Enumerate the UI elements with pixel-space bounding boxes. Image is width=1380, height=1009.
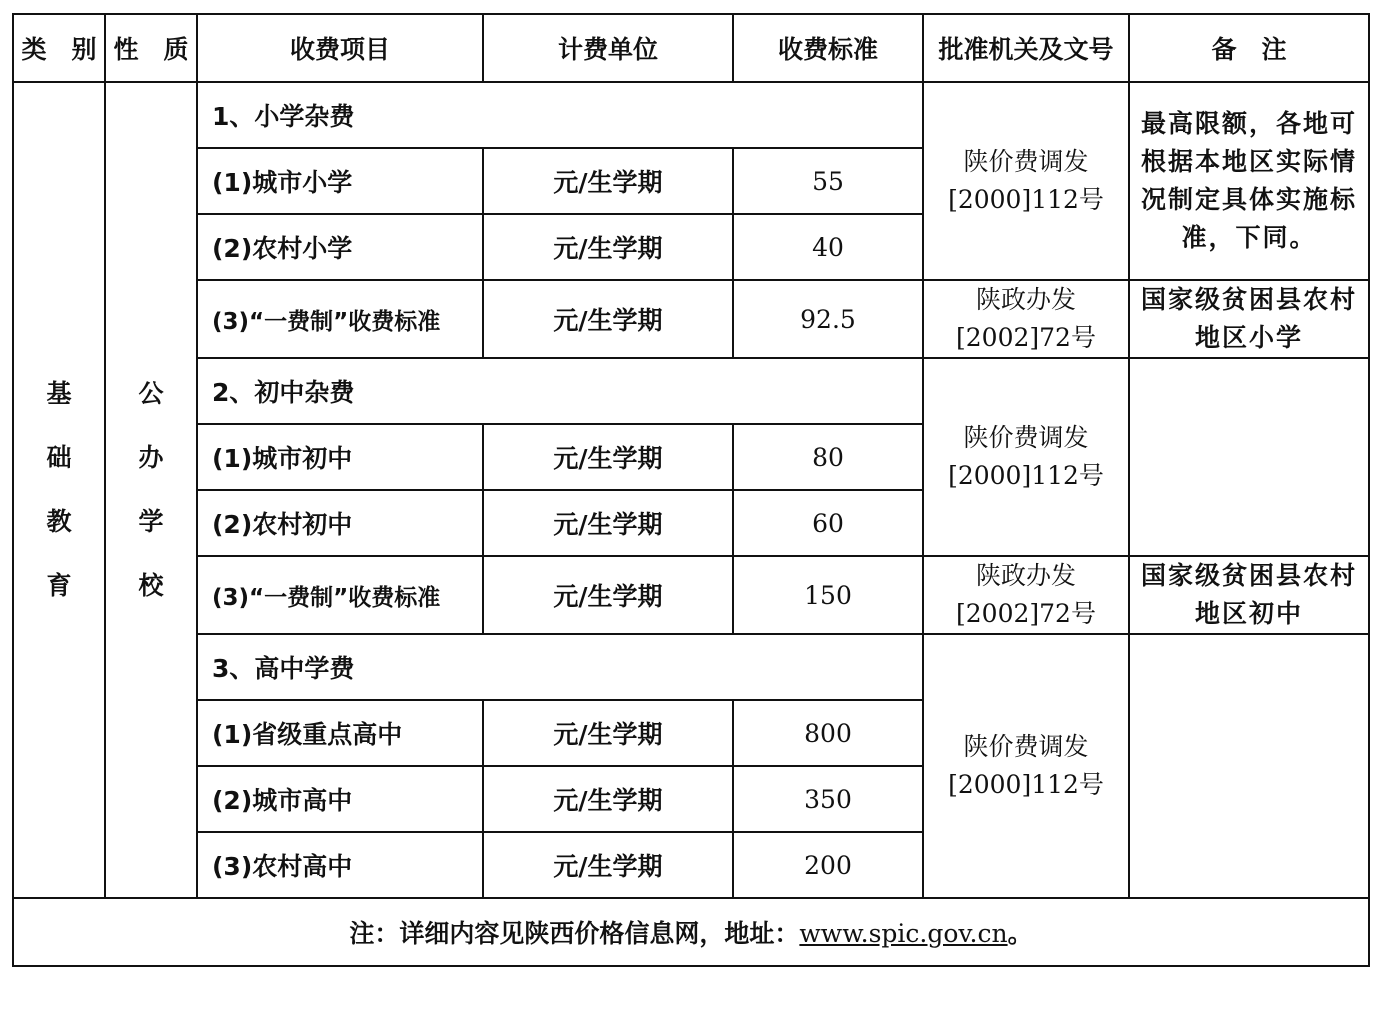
group-title: 2、初中杂费 xyxy=(197,358,923,424)
fee-unit: 元/生学期 xyxy=(483,148,733,214)
fee-item: (1)省级重点高中 xyxy=(197,700,483,766)
remark-cell xyxy=(1129,634,1369,898)
fee-item: (3)“一费制”收费标准 xyxy=(197,556,483,634)
category-char: 础 xyxy=(46,443,72,472)
header-standard: 收费标准 xyxy=(733,14,923,82)
fee-item: (3)“一费制”收费标准 xyxy=(197,280,483,358)
fee-standard: 150 xyxy=(733,556,923,634)
fee-item: (2)城市高中 xyxy=(197,766,483,832)
header-remark: 备 注 xyxy=(1129,14,1369,82)
approval-issuer: 陕政办发 xyxy=(975,285,1076,314)
nature-char: 办 xyxy=(138,443,164,472)
header-nature: 性 质 xyxy=(105,14,197,82)
header-unit: 计费单位 xyxy=(483,14,733,82)
nature-cell xyxy=(105,82,197,898)
remark-cell: 国家级贫困县农村地区初中 xyxy=(1129,556,1369,634)
footnote-row xyxy=(13,898,1369,966)
header-item: 收费项目 xyxy=(197,14,483,82)
header-row xyxy=(13,14,1369,82)
fee-standard: 800 xyxy=(733,700,923,766)
fee-item: (2)农村小学 xyxy=(197,214,483,280)
approval-cell xyxy=(923,634,1129,898)
approval-cell xyxy=(923,280,1129,358)
remark-cell: 国家级贫困县农村地区小学 xyxy=(1129,280,1369,358)
group-title: 1、小学杂费 xyxy=(197,82,923,148)
website-link[interactable]: www.spic.gov.cn xyxy=(799,919,1008,948)
fee-unit: 元/生学期 xyxy=(483,832,733,898)
fee-standard: 350 xyxy=(733,766,923,832)
category-cell xyxy=(13,82,105,898)
fee-unit: 元/生学期 xyxy=(483,490,733,556)
table-row xyxy=(13,280,1369,358)
approval-issuer: 陕价费调发 xyxy=(963,147,1089,176)
fee-standard: 92.5 xyxy=(733,280,923,358)
table-row xyxy=(13,634,1369,700)
nature-char: 校 xyxy=(138,571,164,600)
footnote-text: 注：详细内容见陕西价格信息网，地址： xyxy=(349,919,800,948)
table-row xyxy=(13,556,1369,634)
approval-doc: [2000]112号 xyxy=(948,185,1104,214)
nature-char: 学 xyxy=(138,507,164,536)
fee-item: (1)城市小学 xyxy=(197,148,483,214)
approval-issuer: 陕政办发 xyxy=(975,561,1076,590)
approval-doc: [2002]72号 xyxy=(956,599,1096,628)
fee-unit: 元/生学期 xyxy=(483,556,733,634)
approval-doc: [2000]112号 xyxy=(948,461,1104,490)
group-title: 3、高中学费 xyxy=(197,634,923,700)
header-approval: 批准机关及文号 xyxy=(923,14,1129,82)
footnote xyxy=(13,898,1369,966)
remark-cell xyxy=(1129,358,1369,556)
table-row xyxy=(13,358,1369,424)
fee-standard: 80 xyxy=(733,424,923,490)
fee-unit: 元/生学期 xyxy=(483,766,733,832)
fee-unit: 元/生学期 xyxy=(483,280,733,358)
header-category: 类 别 xyxy=(13,14,105,82)
category-char: 育 xyxy=(46,571,72,600)
category-char: 基 xyxy=(46,379,72,408)
fee-unit: 元/生学期 xyxy=(483,214,733,280)
approval-cell xyxy=(923,82,1129,280)
fee-item: (1)城市初中 xyxy=(197,424,483,490)
category-char: 教 xyxy=(46,507,72,536)
table-row xyxy=(13,82,1369,148)
fee-standard: 60 xyxy=(733,490,923,556)
fee-standard: 40 xyxy=(733,214,923,280)
fee-unit: 元/生学期 xyxy=(483,700,733,766)
approval-doc: [2002]72号 xyxy=(956,323,1096,352)
approval-cell xyxy=(923,556,1129,634)
fee-table xyxy=(12,13,1370,967)
fee-unit: 元/生学期 xyxy=(483,424,733,490)
fee-standard: 55 xyxy=(733,148,923,214)
fee-standard: 200 xyxy=(733,832,923,898)
approval-cell xyxy=(923,358,1129,556)
fee-item: (3)农村高中 xyxy=(197,832,483,898)
nature-char: 公 xyxy=(138,379,164,408)
approval-issuer: 陕价费调发 xyxy=(963,423,1089,452)
footnote-suffix: 。 xyxy=(1007,919,1033,948)
approval-issuer: 陕价费调发 xyxy=(963,732,1089,761)
fee-item: (2)农村初中 xyxy=(197,490,483,556)
remark-cell: 最高限额，各地可根据本地区实际情况制定具体实施标准，下同。 xyxy=(1129,82,1369,280)
approval-doc: [2000]112号 xyxy=(948,770,1104,799)
